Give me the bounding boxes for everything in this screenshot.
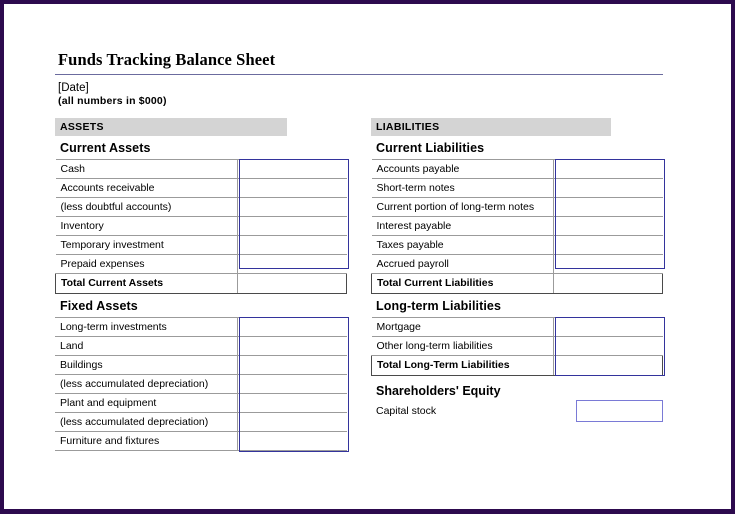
current-assets-table-wrap bbox=[55, 159, 347, 294]
table-row bbox=[55, 412, 347, 431]
table-row bbox=[55, 393, 347, 412]
table-row bbox=[55, 317, 347, 336]
row-label: Current portion of long-term notes bbox=[372, 197, 554, 216]
total-label: Total Current Assets bbox=[56, 273, 238, 293]
page-title: Funds Tracking Balance Sheet bbox=[55, 50, 663, 75]
table-row-total bbox=[56, 273, 347, 293]
row-label: Temporary investment bbox=[56, 235, 238, 254]
value-total-long-term-liabilities[interactable] bbox=[553, 355, 662, 375]
value-total-current-assets[interactable] bbox=[237, 273, 346, 293]
value-input-land[interactable] bbox=[238, 336, 347, 355]
table-row bbox=[56, 159, 347, 178]
table-row bbox=[372, 317, 663, 336]
table-row bbox=[372, 159, 663, 178]
subheading-current-assets: Current Assets bbox=[60, 140, 151, 155]
value-input-interest-payable[interactable] bbox=[553, 216, 662, 235]
table-row bbox=[56, 235, 347, 254]
row-label: Interest payable bbox=[372, 216, 554, 235]
row-label: Long-term investments bbox=[55, 317, 238, 336]
value-input-temporary-investment[interactable] bbox=[237, 235, 346, 254]
table-row bbox=[372, 216, 663, 235]
table-row bbox=[372, 235, 663, 254]
table-row bbox=[56, 254, 347, 273]
table-row bbox=[56, 197, 347, 216]
section-band-assets: ASSETS bbox=[55, 118, 287, 136]
subheading-fixed-assets: Fixed Assets bbox=[60, 298, 138, 313]
table-row bbox=[372, 197, 663, 216]
row-label: (less accumulated depreciation) bbox=[55, 412, 238, 431]
row-label: Short-term notes bbox=[372, 178, 554, 197]
value-input-cash[interactable] bbox=[237, 159, 346, 178]
total-label: Total Long-Term Liabilities bbox=[372, 355, 554, 375]
table-row-total bbox=[372, 273, 663, 293]
current-liabilities-table-wrap bbox=[371, 159, 663, 294]
subheading-current-liabilities: Current Liabilities bbox=[376, 140, 485, 155]
value-input-taxes-payable[interactable] bbox=[553, 235, 662, 254]
row-label: Accounts payable bbox=[372, 159, 554, 178]
value-input-capital-stock[interactable] bbox=[576, 400, 663, 422]
value-total-current-liabilities[interactable] bbox=[553, 273, 662, 293]
value-input-other-long-term-liabilities[interactable] bbox=[553, 336, 662, 355]
value-input-short-term-notes[interactable] bbox=[553, 178, 662, 197]
value-input-accumulated-depreciation-plant[interactable] bbox=[238, 412, 347, 431]
fixed-assets-table-wrap bbox=[55, 317, 347, 451]
row-label: Inventory bbox=[56, 216, 238, 235]
table-row bbox=[56, 178, 347, 197]
units-note: (all numbers in $000) bbox=[58, 95, 167, 108]
row-label: Accrued payroll bbox=[372, 254, 554, 273]
row-label: (less accumulated depreciation) bbox=[55, 374, 238, 393]
table-row bbox=[372, 336, 663, 355]
value-input-inventory[interactable] bbox=[237, 216, 346, 235]
total-label: Total Current Liabilities bbox=[372, 273, 554, 293]
row-label: Plant and equipment bbox=[55, 393, 238, 412]
row-label: Taxes payable bbox=[372, 235, 554, 254]
balance-sheet bbox=[55, 50, 663, 460]
row-label: Buildings bbox=[55, 355, 238, 374]
row-label-capital-stock: Capital stock bbox=[376, 404, 437, 417]
value-input-mortgage[interactable] bbox=[553, 317, 662, 336]
row-label: Cash bbox=[56, 159, 238, 178]
value-input-buildings[interactable] bbox=[238, 355, 347, 374]
shareholders-equity-section bbox=[371, 376, 663, 432]
value-input-accounts-receivable[interactable] bbox=[237, 178, 346, 197]
sheet-columns bbox=[55, 118, 663, 451]
table-row bbox=[372, 254, 663, 273]
date-placeholder[interactable]: [Date] bbox=[58, 82, 89, 94]
value-input-accounts-payable[interactable] bbox=[553, 159, 662, 178]
table-row bbox=[372, 178, 663, 197]
long-term-liabilities-table bbox=[371, 317, 663, 376]
table-row-total bbox=[372, 355, 663, 375]
subheading-long-term-liabilities: Long-term Liabilities bbox=[376, 298, 502, 313]
table-row bbox=[56, 216, 347, 235]
value-input-doubtful-accounts[interactable] bbox=[237, 197, 346, 216]
long-term-liabilities-table-wrap bbox=[371, 317, 663, 376]
current-assets-table bbox=[55, 159, 347, 294]
value-input-long-term-investments[interactable] bbox=[238, 317, 347, 336]
subheading-shareholders-equity: Shareholders' Equity bbox=[376, 383, 501, 398]
row-label: Land bbox=[55, 336, 238, 355]
value-input-current-portion-long-term-notes[interactable] bbox=[553, 197, 662, 216]
row-label: Mortgage bbox=[372, 317, 554, 336]
liabilities-column bbox=[371, 118, 663, 451]
row-label: Prepaid expenses bbox=[56, 254, 238, 273]
value-input-prepaid-expenses[interactable] bbox=[237, 254, 346, 273]
table-row bbox=[55, 336, 347, 355]
fixed-assets-table bbox=[55, 317, 347, 451]
row-label: Accounts receivable bbox=[56, 178, 238, 197]
section-band-liabilities: LIABILITIES bbox=[371, 118, 611, 136]
row-label: Furniture and fixtures bbox=[55, 431, 238, 450]
assets-column bbox=[55, 118, 347, 451]
value-input-furniture-and-fixtures[interactable] bbox=[238, 431, 347, 450]
column-gap bbox=[347, 118, 371, 451]
value-input-plant-and-equipment[interactable] bbox=[238, 393, 347, 412]
value-input-accrued-payroll[interactable] bbox=[553, 254, 662, 273]
row-label: (less doubtful accounts) bbox=[56, 197, 238, 216]
current-liabilities-table bbox=[371, 159, 663, 294]
table-row bbox=[55, 355, 347, 374]
table-row bbox=[55, 431, 347, 450]
table-row bbox=[55, 374, 347, 393]
value-input-accumulated-depreciation-buildings[interactable] bbox=[238, 374, 347, 393]
row-label: Other long-term liabilities bbox=[372, 336, 554, 355]
document-meta bbox=[55, 81, 663, 109]
